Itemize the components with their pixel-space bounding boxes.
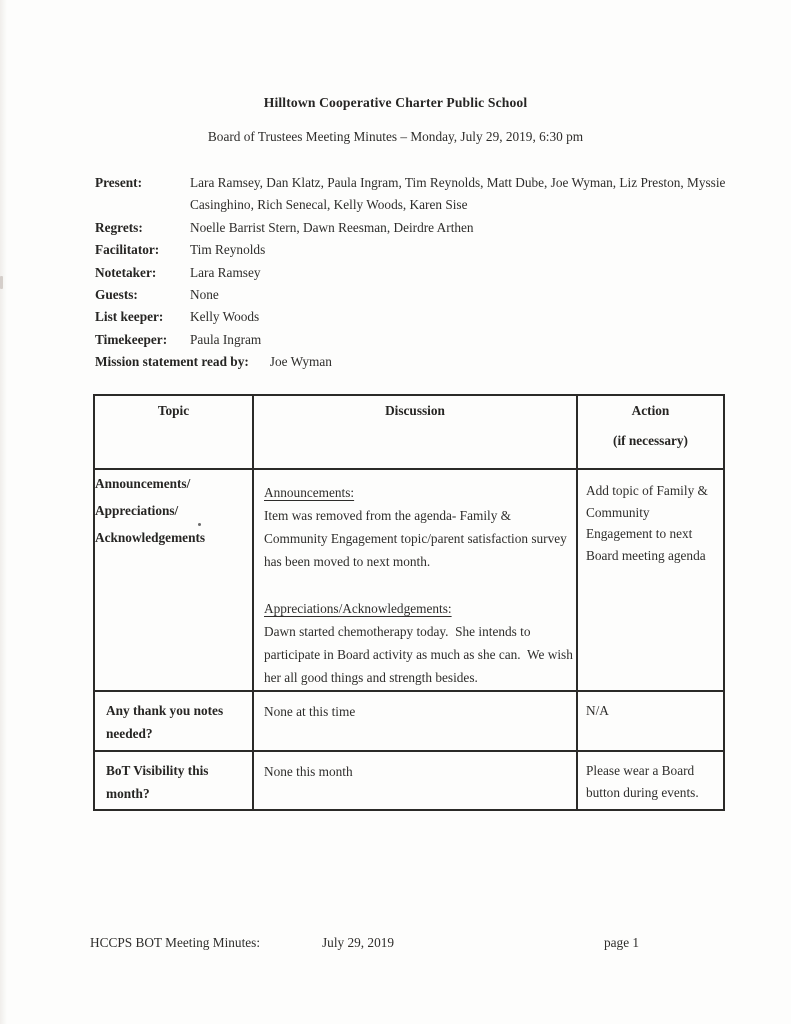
meta-label: Notetaker: (95, 264, 157, 280)
meta-label: Present: (95, 175, 143, 190)
meta-row-mission-statement (95, 351, 727, 373)
footer-document-label: HCCPS BOT Meeting Minutes: (90, 935, 261, 950)
table-row (94, 469, 724, 691)
topic-cell-announcements (94, 469, 253, 691)
discussion-cell (253, 469, 577, 691)
col-header-action (577, 395, 724, 469)
footer-date: July 29, 2019 (322, 935, 395, 950)
scan-edge-shade (0, 0, 7, 1024)
meta-value: Paula Ingram (190, 331, 262, 347)
discussion-heading-appreciations: Appreciations/Acknowledgements: (264, 601, 452, 616)
action-cell (577, 691, 724, 751)
meta-value: Lara Ramsey (190, 264, 261, 280)
meta-label: Guests: (95, 287, 138, 303)
discussion-cell (253, 751, 577, 810)
meta-label: Facilitator: (95, 242, 160, 258)
action-cell (577, 751, 724, 810)
meta-row-timekeeper (95, 329, 727, 351)
table-row (94, 751, 724, 810)
discussion-heading-announcements: Announcements: (264, 485, 355, 500)
table-header-row (94, 395, 724, 469)
topic-line: BoT Visibility this (106, 763, 209, 778)
attendance-meta-list (95, 172, 727, 374)
meta-label: Regrets: (95, 219, 143, 235)
discussion-paragraph: Item was removed from the agenda- Family & Community Engagement topic/parent satisfaction survey has been moved to next month. (264, 508, 571, 569)
meta-row-guests (95, 284, 727, 306)
topic-line: Acknowledgements (95, 530, 206, 545)
topic-line: needed? (106, 725, 153, 741)
page-title: Hilltown Cooperative Charter Public School (263, 95, 528, 110)
table-row (94, 691, 724, 751)
meta-value: Noelle Barrist Stern, Dawn Reesman, Deirdre Arthen (190, 219, 474, 235)
minutes-table (93, 394, 725, 811)
action-cell (577, 469, 724, 691)
discussion-text: None at this time (264, 704, 356, 719)
page-subtitle: Board of Trustees Meeting Minutes – Monday, July 29, 2019, 6:30 pm (207, 129, 584, 144)
meta-row-facilitator (95, 239, 727, 261)
meta-value: Lara Ramsey, Dan Klatz, Paula Ingram, Tim Reynolds, Matt Dube, Joe Wyman, Liz Preston, Myssie Casinghino, Rich Senecal, Kelly Woods, Karen Sise (190, 175, 726, 213)
discussion-paragraph: Dawn started chemotherapy today. She intends to participate in Board activity as much as she can. We wish her all good things and strength besides. (264, 624, 577, 685)
meta-label: List keeper: (95, 309, 164, 325)
col-header-action-line2: (if necessary) (613, 432, 688, 448)
scan-artifact-dot (198, 523, 201, 526)
topic-line: Appreciations/ (95, 503, 179, 518)
meta-row-present (95, 172, 727, 217)
col-header-action-line1: Action (631, 403, 670, 418)
meta-value: None (190, 287, 219, 303)
topic-line: month? (106, 785, 150, 801)
topic-line: Announcements/ (95, 476, 191, 491)
meta-value: Tim Reynolds (190, 242, 266, 258)
col-header-discussion: Discussion (253, 395, 577, 469)
meta-row-list-keeper (95, 306, 727, 328)
discussion-text: None this month (264, 764, 353, 779)
meta-label: Mission statement read by: (95, 354, 249, 370)
meta-value: Joe Wyman (269, 354, 332, 370)
topic-line: Any thank you notes (106, 703, 224, 718)
meta-label: Timekeeper: (95, 331, 168, 347)
discussion-cell (253, 691, 577, 751)
footer-page-number: page 1 (604, 935, 640, 950)
meta-value: Kelly Woods (190, 309, 260, 325)
action-text: Add topic of Family & Community Engagement to next Board meeting agenda (586, 483, 708, 563)
meta-row-regrets (95, 217, 727, 239)
action-text: N/A (586, 703, 609, 718)
topic-cell-thank-you-notes (94, 691, 253, 751)
meta-row-notetaker (95, 262, 727, 284)
action-text: Please wear a Board button during events. (586, 763, 699, 800)
col-header-topic: Topic (94, 395, 253, 469)
scan-artifact-mark (0, 276, 3, 289)
topic-cell-bot-visibility (94, 751, 253, 810)
